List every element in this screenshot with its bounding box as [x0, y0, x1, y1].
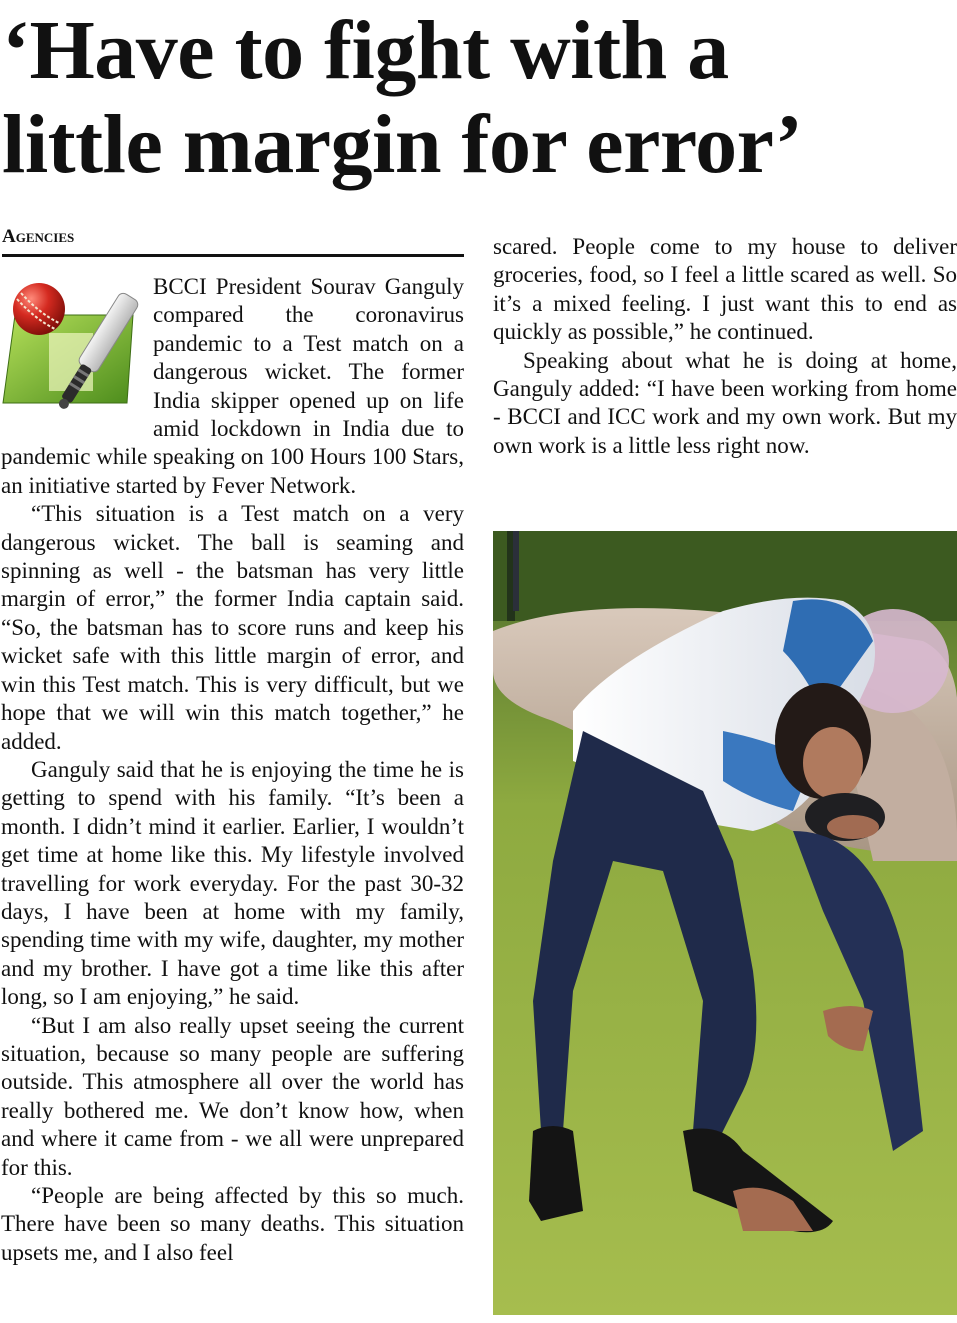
paragraph-3: Ganguly said that he is enjoying the time he is getting to spend with his family. “It’s been a month. I didn’t mind it earlier. Earlier, I wouldn’t get time at home like this. My lifestyle involved travelling for work everyday. For the past 30-32 days, I have been at home with my family, spending time with my wife, daughter, my mother and my brother. I have got a time like this after long, so I am enjoying,” he said.	[1, 756, 464, 1010]
article-column-right	[493, 233, 957, 460]
paragraph-5: “People are being affected by this so much. There have been so many deaths. This situation upsets me, and I also feel	[1, 1183, 464, 1265]
paragraph-2: “This situation is a Test match on a very dangerous wicket. The ball is seaming and spinning as well - the batsman has very little margin of error,” the former India captain said. “So, the batsman has to score runs and keep his wicket safe with this little margin of error, and win this Test match. This is very difficult, but we hope that we will win this match together,” he added.	[1, 501, 464, 754]
byline: Agencies	[2, 226, 464, 257]
paragraph-5-continued: scared. People come to my house to deliver groceries, food, so I feel a little scared as well. So it’s a mixed feeling. I just want this to end as quickly as possible,” he continued.	[493, 234, 957, 345]
article-column-left	[1, 273, 464, 1267]
paragraph-1: BCCI President Sourav Ganguly compared the coronavirus pandemic to a Test match on a dangerous wicket. The former India skipper opened up on life amid lockdown in India due to pandemic while speaking on 100 Hours 100 Stars, an initiative started by Fever Network.	[1, 274, 464, 498]
headline	[2, 4, 955, 192]
paragraph-4: “But I am also really upset seeing the current situation, because so many people are suffering outside. This atmosphere all over the world has really bothered me. We don’t know how, when and where it came from - we all were unprepared for this.	[1, 1012, 464, 1180]
news-photo-ganguly-inspecting-pitch	[493, 531, 957, 1315]
headline-line-1: ‘Have to fight with a	[2, 4, 729, 97]
headline-line-2: little margin for error’	[2, 98, 803, 191]
paragraph-6: Speaking about what he is doing at home, Ganguly added: “I have been working from home - BCCI and ICC work and my own work. But my own work is a little less right now.	[493, 347, 957, 458]
cricket-ball-and-bat-icon	[1, 279, 141, 427]
